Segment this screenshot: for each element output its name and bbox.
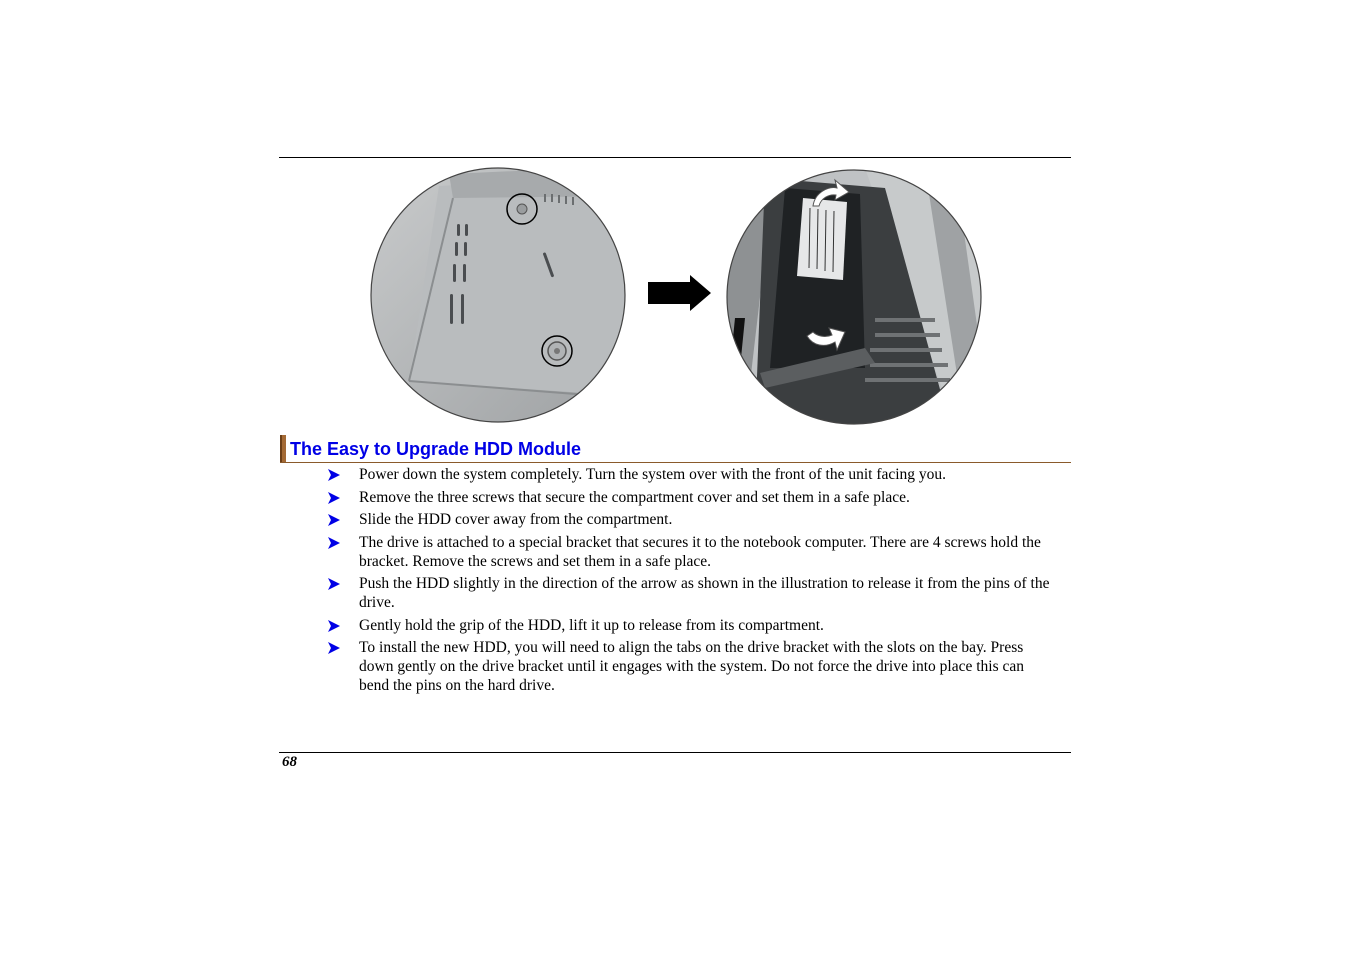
step-text: Power down the system completely. Turn the system over with the front of the unit facing you. bbox=[359, 466, 947, 483]
list-item bbox=[325, 510, 1055, 529]
header-rule bbox=[279, 157, 1071, 158]
list-item bbox=[325, 533, 1055, 571]
arrowhead-bullet-icon bbox=[327, 619, 341, 633]
step-text: Gently hold the grip of the HDD, lift it up to release from its compartment. bbox=[359, 616, 824, 634]
cover-screws-photo bbox=[369, 166, 627, 424]
module-removal-photo bbox=[725, 168, 983, 426]
list-item bbox=[325, 574, 1055, 612]
arrowhead-bullet-icon bbox=[327, 468, 341, 482]
step-text: The drive is attached to a special bracket that secures it to the notebook computer. There are 4 screws hold the bracket. Remove the screws and set them in a safe place. bbox=[359, 533, 1041, 570]
step-text: To install the new HDD, you will need to align the tabs on the drive bracket with the slots on the bay. Press down gently on the drive bracket until it engages with the system. Do not force the drive into place this can bend the pins on the hard drive. bbox=[359, 639, 1025, 694]
list-item bbox=[325, 616, 1055, 635]
arrowhead-bullet-icon bbox=[327, 491, 341, 505]
list-item bbox=[325, 488, 1055, 507]
step-text: Slide the HDD cover away from the compartment. bbox=[359, 511, 673, 528]
arrowhead-bullet-icon bbox=[327, 577, 341, 591]
arrowhead-bullet-icon bbox=[327, 536, 341, 550]
list-item bbox=[325, 465, 1055, 484]
arrowhead-bullet-icon bbox=[327, 641, 341, 655]
right-arrow-icon bbox=[646, 274, 712, 312]
section-title: The Easy to Upgrade HDD Module bbox=[290, 439, 582, 459]
step-list bbox=[325, 465, 1055, 699]
page-number: 68 bbox=[282, 754, 297, 770]
section-heading bbox=[280, 435, 1071, 463]
step-text: Remove the three screws that secure the compartment cover and set them in a safe place. bbox=[359, 488, 910, 506]
footer-rule bbox=[279, 752, 1071, 753]
list-item bbox=[325, 638, 1055, 695]
step-text: Push the HDD slightly in the direction of the arrow as shown in the illustration to release it from the pins of the drive. bbox=[359, 575, 1050, 611]
heading-bar-accent bbox=[280, 435, 282, 462]
arrowhead-bullet-icon bbox=[327, 513, 341, 527]
